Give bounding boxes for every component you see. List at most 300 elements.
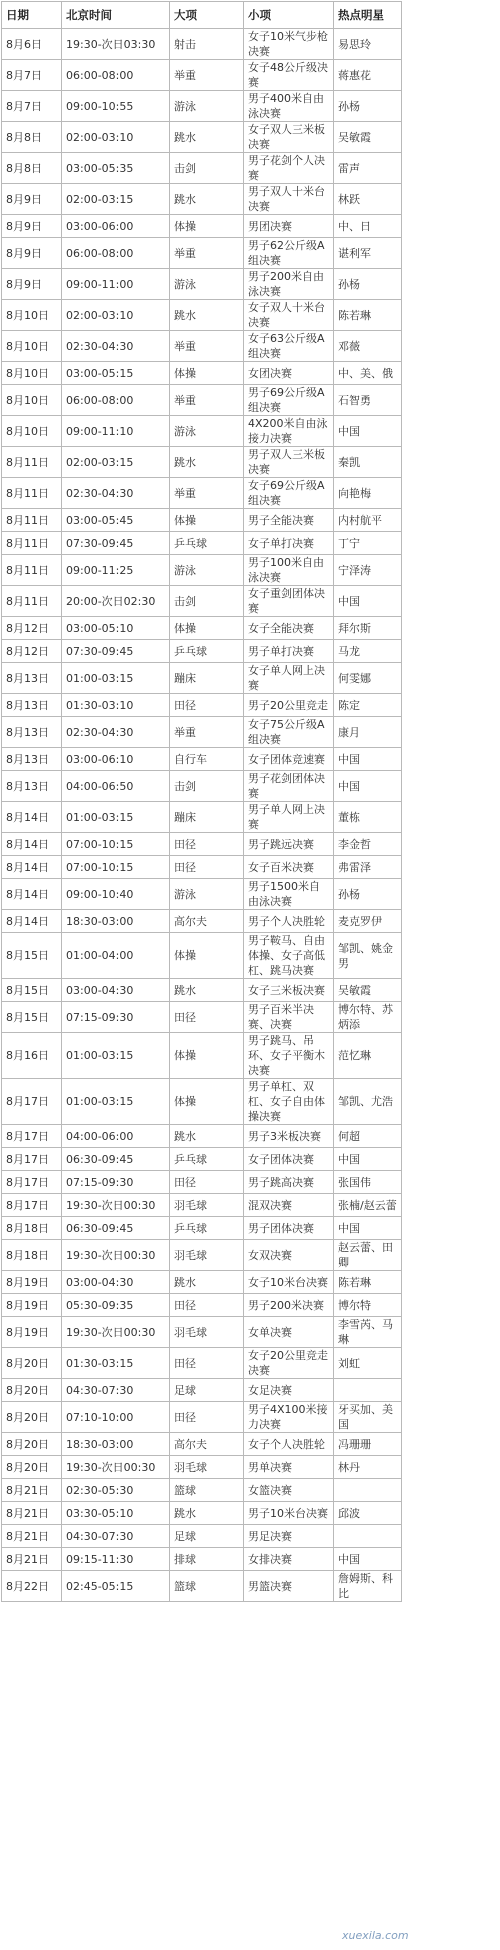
- table-row: [2, 979, 402, 1002]
- cell-time: 19:30-次日00:30: [62, 1317, 170, 1348]
- table-row: [2, 91, 402, 122]
- cell-star: 赵云蕾、田卿: [334, 1240, 402, 1271]
- cell-time: 06:00-08:00: [62, 238, 170, 269]
- cell-sport: 蹦床: [170, 663, 244, 694]
- cell-date: 8月7日: [2, 91, 62, 122]
- cell-date: 8月17日: [2, 1148, 62, 1171]
- table-row: [2, 153, 402, 184]
- cell-star: 刘虹: [334, 1348, 402, 1379]
- cell-date: 8月19日: [2, 1271, 62, 1294]
- table-row: [2, 1294, 402, 1317]
- cell-date: 8月9日: [2, 215, 62, 238]
- table-row: [2, 1548, 402, 1571]
- cell-sport: 羽毛球: [170, 1456, 244, 1479]
- cell-sport: 乒乓球: [170, 1217, 244, 1240]
- cell-star: 陈定: [334, 694, 402, 717]
- cell-event: 女团决赛: [244, 362, 334, 385]
- cell-date: 8月13日: [2, 717, 62, 748]
- cell-time: 06:00-08:00: [62, 385, 170, 416]
- cell-date: 8月17日: [2, 1079, 62, 1125]
- cell-event: 男子双人三米板决赛: [244, 447, 334, 478]
- cell-time: 02:30-05:30: [62, 1479, 170, 1502]
- table-row: [2, 1217, 402, 1240]
- cell-date: 8月10日: [2, 300, 62, 331]
- cell-event: 男子1500米自由泳决赛: [244, 879, 334, 910]
- cell-time: 02:00-03:15: [62, 184, 170, 215]
- cell-sport: 跳水: [170, 447, 244, 478]
- table-row: [2, 331, 402, 362]
- cell-event: 男子单打决赛: [244, 640, 334, 663]
- table-row: [2, 1433, 402, 1456]
- cell-event: 女子重剑团体决赛: [244, 586, 334, 617]
- table-row: [2, 184, 402, 215]
- cell-event: 男子跳马、吊环、女子平衡木决赛: [244, 1033, 334, 1079]
- cell-date: 8月11日: [2, 532, 62, 555]
- cell-star: 中、日: [334, 215, 402, 238]
- cell-date: 8月20日: [2, 1433, 62, 1456]
- cell-date: 8月13日: [2, 748, 62, 771]
- table-row: [2, 362, 402, 385]
- cell-date: 8月14日: [2, 910, 62, 933]
- cell-sport: 击剑: [170, 771, 244, 802]
- cell-sport: 足球: [170, 1379, 244, 1402]
- cell-time: 07:15-09:30: [62, 1002, 170, 1033]
- cell-time: 04:00-06:00: [62, 1125, 170, 1148]
- cell-date: 8月21日: [2, 1502, 62, 1525]
- cell-date: 8月18日: [2, 1217, 62, 1240]
- cell-time: 02:00-03:15: [62, 447, 170, 478]
- cell-star: 丁宁: [334, 532, 402, 555]
- cell-date: 8月20日: [2, 1402, 62, 1433]
- cell-star: 蒋惠花: [334, 60, 402, 91]
- cell-star: 董栋: [334, 802, 402, 833]
- table-row: [2, 748, 402, 771]
- cell-event: 男子10米台决赛: [244, 1502, 334, 1525]
- table-row: [2, 1479, 402, 1502]
- cell-time: 19:30-次日00:30: [62, 1194, 170, 1217]
- cell-event: 男子200米自由泳决赛: [244, 269, 334, 300]
- cell-star: 内村航平: [334, 509, 402, 532]
- cell-sport: 排球: [170, 1548, 244, 1571]
- cell-date: 8月20日: [2, 1348, 62, 1379]
- cell-star: 中国: [334, 771, 402, 802]
- cell-time: 09:00-11:10: [62, 416, 170, 447]
- table-row: [2, 694, 402, 717]
- table-row: [2, 663, 402, 694]
- cell-star: 中国: [334, 748, 402, 771]
- cell-time: 03:00-05:15: [62, 362, 170, 385]
- cell-date: 8月13日: [2, 663, 62, 694]
- cell-star: 林丹: [334, 1456, 402, 1479]
- cell-star: 李雪芮、马琳: [334, 1317, 402, 1348]
- cell-sport: 跳水: [170, 300, 244, 331]
- cell-event: 男子花剑个人决赛: [244, 153, 334, 184]
- cell-star: 范忆琳: [334, 1033, 402, 1079]
- cell-date: 8月15日: [2, 933, 62, 979]
- cell-event: 女子双人十米台决赛: [244, 300, 334, 331]
- cell-star: 陈若琳: [334, 1271, 402, 1294]
- cell-sport: 田径: [170, 694, 244, 717]
- table-row: [2, 215, 402, 238]
- cell-date: 8月10日: [2, 385, 62, 416]
- cell-time: 07:30-09:45: [62, 532, 170, 555]
- cell-sport: 田径: [170, 1402, 244, 1433]
- cell-time: 09:00-10:40: [62, 879, 170, 910]
- cell-star: 孙杨: [334, 879, 402, 910]
- cell-event: 女子三米板决赛: [244, 979, 334, 1002]
- cell-event: 女子20公里竞走决赛: [244, 1348, 334, 1379]
- cell-event: 男子3米板决赛: [244, 1125, 334, 1148]
- cell-star: 拜尔斯: [334, 617, 402, 640]
- cell-sport: 篮球: [170, 1571, 244, 1602]
- cell-time: 04:30-07:30: [62, 1525, 170, 1548]
- cell-date: 8月13日: [2, 771, 62, 802]
- cell-event: 男子花剑团体决赛: [244, 771, 334, 802]
- cell-time: 03:00-06:00: [62, 215, 170, 238]
- cell-sport: 游泳: [170, 269, 244, 300]
- cell-event: 男子双人十米台决赛: [244, 184, 334, 215]
- cell-time: 02:30-04:30: [62, 331, 170, 362]
- table-row: [2, 933, 402, 979]
- cell-event: 男子69公斤级A组决赛: [244, 385, 334, 416]
- cell-star: 秦凯: [334, 447, 402, 478]
- cell-sport: 射击: [170, 29, 244, 60]
- cell-sport: 体操: [170, 1033, 244, 1079]
- cell-event: 女子双人三米板决赛: [244, 122, 334, 153]
- table-row: [2, 1002, 402, 1033]
- cell-time: 03:00-04:30: [62, 979, 170, 1002]
- cell-event: 女子48公斤级决赛: [244, 60, 334, 91]
- cell-star: 吴敏霞: [334, 122, 402, 153]
- cell-sport: 跳水: [170, 122, 244, 153]
- cell-event: 男子单杠、双杠、女子自由体操决赛: [244, 1079, 334, 1125]
- table-row: [2, 1194, 402, 1217]
- cell-sport: 篮球: [170, 1479, 244, 1502]
- cell-time: 03:00-06:10: [62, 748, 170, 771]
- cell-sport: 体操: [170, 933, 244, 979]
- header-event: 小项: [244, 2, 334, 29]
- cell-time: 01:30-03:15: [62, 1348, 170, 1379]
- cell-sport: 羽毛球: [170, 1240, 244, 1271]
- cell-sport: 自行车: [170, 748, 244, 771]
- cell-event: 女子63公斤级A组决赛: [244, 331, 334, 362]
- cell-event: 男子跳远决赛: [244, 833, 334, 856]
- cell-sport: 高尔夫: [170, 910, 244, 933]
- cell-date: 8月13日: [2, 694, 62, 717]
- cell-star: 博尔特: [334, 1294, 402, 1317]
- cell-date: 8月10日: [2, 416, 62, 447]
- cell-star: 向艳梅: [334, 478, 402, 509]
- cell-star: 弗雷泽: [334, 856, 402, 879]
- header-star: 热点明星: [334, 2, 402, 29]
- cell-time: 03:30-05:10: [62, 1502, 170, 1525]
- cell-time: 20:00-次日02:30: [62, 586, 170, 617]
- table-row: [2, 1456, 402, 1479]
- cell-sport: 举重: [170, 60, 244, 91]
- cell-date: 8月17日: [2, 1125, 62, 1148]
- table-row: [2, 385, 402, 416]
- cell-time: 06:30-09:45: [62, 1217, 170, 1240]
- cell-sport: 举重: [170, 331, 244, 362]
- cell-date: 8月9日: [2, 238, 62, 269]
- cell-sport: 体操: [170, 1079, 244, 1125]
- cell-sport: 游泳: [170, 416, 244, 447]
- cell-date: 8月9日: [2, 269, 62, 300]
- table-row: [2, 1348, 402, 1379]
- cell-date: 8月11日: [2, 447, 62, 478]
- cell-star: 石智勇: [334, 385, 402, 416]
- cell-event: 女子个人决胜轮: [244, 1433, 334, 1456]
- cell-event: 男子全能决赛: [244, 509, 334, 532]
- cell-star: 博尔特、苏炳添: [334, 1002, 402, 1033]
- cell-event: 男子个人决胜轮: [244, 910, 334, 933]
- cell-date: 8月20日: [2, 1379, 62, 1402]
- cell-time: 07:10-10:00: [62, 1402, 170, 1433]
- table-row: [2, 478, 402, 509]
- table-row: [2, 60, 402, 91]
- table-row: [2, 1502, 402, 1525]
- cell-sport: 游泳: [170, 879, 244, 910]
- cell-star: 陈若琳: [334, 300, 402, 331]
- cell-time: 03:00-05:35: [62, 153, 170, 184]
- cell-event: 男子百米半决赛、决赛: [244, 1002, 334, 1033]
- table-row: [2, 1402, 402, 1433]
- cell-event: 男子200米决赛: [244, 1294, 334, 1317]
- cell-sport: 跳水: [170, 979, 244, 1002]
- cell-star: 孙杨: [334, 91, 402, 122]
- cell-event: 女子75公斤级A组决赛: [244, 717, 334, 748]
- cell-star: 张国伟: [334, 1171, 402, 1194]
- cell-event: 男子100米自由泳决赛: [244, 555, 334, 586]
- table-row: [2, 856, 402, 879]
- cell-time: 19:30-次日00:30: [62, 1456, 170, 1479]
- cell-event: 男子4X100米接力决赛: [244, 1402, 334, 1433]
- cell-sport: 游泳: [170, 555, 244, 586]
- cell-time: 02:00-03:10: [62, 122, 170, 153]
- table-row: [2, 509, 402, 532]
- table-row: [2, 1525, 402, 1548]
- cell-sport: 足球: [170, 1525, 244, 1548]
- cell-sport: 田径: [170, 1002, 244, 1033]
- cell-time: 02:00-03:10: [62, 300, 170, 331]
- header-row: [2, 2, 402, 29]
- cell-star: [334, 1525, 402, 1548]
- cell-star: 邹凯、姚金男: [334, 933, 402, 979]
- cell-event: 男子400米自由泳决赛: [244, 91, 334, 122]
- table-row: [2, 1125, 402, 1148]
- cell-event: 女足决赛: [244, 1379, 334, 1402]
- cell-star: 邱波: [334, 1502, 402, 1525]
- cell-time: 18:30-03:00: [62, 1433, 170, 1456]
- cell-sport: 乒乓球: [170, 1148, 244, 1171]
- table-row: [2, 1171, 402, 1194]
- table-row: [2, 29, 402, 60]
- cell-star: 冯珊珊: [334, 1433, 402, 1456]
- table-row: [2, 269, 402, 300]
- cell-star: 邹凯、尤浩: [334, 1079, 402, 1125]
- cell-time: 04:00-06:50: [62, 771, 170, 802]
- cell-sport: 举重: [170, 478, 244, 509]
- cell-sport: 体操: [170, 509, 244, 532]
- schedule-body: [2, 29, 402, 1602]
- cell-event: 女双决赛: [244, 1240, 334, 1271]
- cell-sport: 举重: [170, 238, 244, 269]
- cell-star: 马龙: [334, 640, 402, 663]
- cell-time: 01:00-03:15: [62, 1033, 170, 1079]
- cell-time: 18:30-03:00: [62, 910, 170, 933]
- cell-sport: 跳水: [170, 1271, 244, 1294]
- cell-date: 8月21日: [2, 1548, 62, 1571]
- cell-time: 07:30-09:45: [62, 640, 170, 663]
- cell-date: 8月21日: [2, 1525, 62, 1548]
- cell-date: 8月9日: [2, 184, 62, 215]
- cell-event: 男子跳高决赛: [244, 1171, 334, 1194]
- cell-date: 8月20日: [2, 1456, 62, 1479]
- cell-date: 8月11日: [2, 555, 62, 586]
- cell-star: 林跃: [334, 184, 402, 215]
- cell-event: 女子团体决赛: [244, 1148, 334, 1171]
- table-row: [2, 416, 402, 447]
- cell-date: 8月10日: [2, 331, 62, 362]
- table-row: [2, 300, 402, 331]
- table-row: [2, 617, 402, 640]
- cell-sport: 体操: [170, 215, 244, 238]
- cell-date: 8月15日: [2, 979, 62, 1002]
- cell-event: 男子62公斤级A组决赛: [244, 238, 334, 269]
- cell-sport: 田径: [170, 833, 244, 856]
- header-sport: 大项: [170, 2, 244, 29]
- cell-event: 男篮决赛: [244, 1571, 334, 1602]
- cell-star: 何雯娜: [334, 663, 402, 694]
- cell-star: 李金哲: [334, 833, 402, 856]
- table-row: [2, 1033, 402, 1079]
- cell-star: 中国: [334, 1548, 402, 1571]
- cell-sport: 田径: [170, 1171, 244, 1194]
- cell-time: 02:30-04:30: [62, 717, 170, 748]
- cell-date: 8月10日: [2, 362, 62, 385]
- cell-star: 牙买加、美国: [334, 1402, 402, 1433]
- cell-time: 06:00-08:00: [62, 60, 170, 91]
- cell-event: 4X200米自由泳接力决赛: [244, 416, 334, 447]
- cell-star: 康月: [334, 717, 402, 748]
- cell-time: 01:00-03:15: [62, 802, 170, 833]
- cell-date: 8月12日: [2, 640, 62, 663]
- cell-date: 8月11日: [2, 586, 62, 617]
- cell-date: 8月11日: [2, 509, 62, 532]
- header-date: 日期: [2, 2, 62, 29]
- cell-sport: 击剑: [170, 153, 244, 184]
- watermark: xuexila.com: [342, 1929, 409, 1942]
- cell-sport: 田径: [170, 1294, 244, 1317]
- cell-event: 男足决赛: [244, 1525, 334, 1548]
- cell-star: 詹姆斯、科比: [334, 1571, 402, 1602]
- cell-star: 易思玲: [334, 29, 402, 60]
- cell-time: 09:00-11:00: [62, 269, 170, 300]
- cell-time: 07:00-10:15: [62, 833, 170, 856]
- cell-star: [334, 1379, 402, 1402]
- cell-event: 女子单打决赛: [244, 532, 334, 555]
- cell-time: 03:00-05:45: [62, 509, 170, 532]
- table-row: [2, 1240, 402, 1271]
- cell-event: 女子10米气步枪决赛: [244, 29, 334, 60]
- cell-star: 何超: [334, 1125, 402, 1148]
- cell-time: 19:30-次日03:30: [62, 29, 170, 60]
- cell-star: 雷声: [334, 153, 402, 184]
- table-row: [2, 910, 402, 933]
- table-row: [2, 771, 402, 802]
- cell-time: 02:30-04:30: [62, 478, 170, 509]
- cell-event: 男子单人网上决赛: [244, 802, 334, 833]
- cell-sport: 高尔夫: [170, 1433, 244, 1456]
- cell-date: 8月18日: [2, 1240, 62, 1271]
- cell-event: 男子鞍马、自由体操、女子高低杠、跳马决赛: [244, 933, 334, 979]
- cell-date: 8月8日: [2, 153, 62, 184]
- cell-sport: 跳水: [170, 184, 244, 215]
- cell-event: 女排决赛: [244, 1548, 334, 1571]
- cell-time: 09:00-11:25: [62, 555, 170, 586]
- cell-event: 男子20公里竞走: [244, 694, 334, 717]
- cell-date: 8月19日: [2, 1317, 62, 1348]
- cell-time: 09:15-11:30: [62, 1548, 170, 1571]
- cell-event: 女子团体竞速赛: [244, 748, 334, 771]
- table-row: [2, 447, 402, 478]
- cell-time: 05:30-09:35: [62, 1294, 170, 1317]
- cell-sport: 举重: [170, 385, 244, 416]
- cell-event: 男单决赛: [244, 1456, 334, 1479]
- cell-star: 孙杨: [334, 269, 402, 300]
- cell-sport: 跳水: [170, 1125, 244, 1148]
- table-row: [2, 879, 402, 910]
- table-row: [2, 555, 402, 586]
- cell-date: 8月14日: [2, 879, 62, 910]
- cell-star: [334, 1479, 402, 1502]
- cell-date: 8月21日: [2, 1479, 62, 1502]
- table-row: [2, 1148, 402, 1171]
- cell-sport: 击剑: [170, 586, 244, 617]
- cell-star: 吴敏霞: [334, 979, 402, 1002]
- cell-sport: 田径: [170, 856, 244, 879]
- cell-time: 07:15-09:30: [62, 1171, 170, 1194]
- table-row: [2, 1271, 402, 1294]
- cell-date: 8月16日: [2, 1033, 62, 1079]
- cell-time: 01:00-03:15: [62, 1079, 170, 1125]
- cell-sport: 乒乓球: [170, 532, 244, 555]
- cell-date: 8月14日: [2, 802, 62, 833]
- cell-sport: 羽毛球: [170, 1317, 244, 1348]
- cell-time: 03:00-05:10: [62, 617, 170, 640]
- cell-time: 03:00-04:30: [62, 1271, 170, 1294]
- cell-star: 中国: [334, 586, 402, 617]
- cell-star: 中国: [334, 416, 402, 447]
- cell-time: 04:30-07:30: [62, 1379, 170, 1402]
- cell-time: 19:30-次日00:30: [62, 1240, 170, 1271]
- cell-star: 中国: [334, 1217, 402, 1240]
- cell-sport: 田径: [170, 1348, 244, 1379]
- cell-date: 8月14日: [2, 833, 62, 856]
- cell-event: 女子10米台决赛: [244, 1271, 334, 1294]
- cell-event: 女子百米决赛: [244, 856, 334, 879]
- cell-time: 01:30-03:10: [62, 694, 170, 717]
- cell-date: 8月22日: [2, 1571, 62, 1602]
- table-row: [2, 532, 402, 555]
- cell-star: 中国: [334, 1148, 402, 1171]
- cell-date: 8月15日: [2, 1002, 62, 1033]
- cell-time: 01:00-04:00: [62, 933, 170, 979]
- cell-event: 女篮决赛: [244, 1479, 334, 1502]
- table-row: [2, 1317, 402, 1348]
- olympic-schedule-table: [1, 1, 402, 1602]
- cell-star: 宁泽涛: [334, 555, 402, 586]
